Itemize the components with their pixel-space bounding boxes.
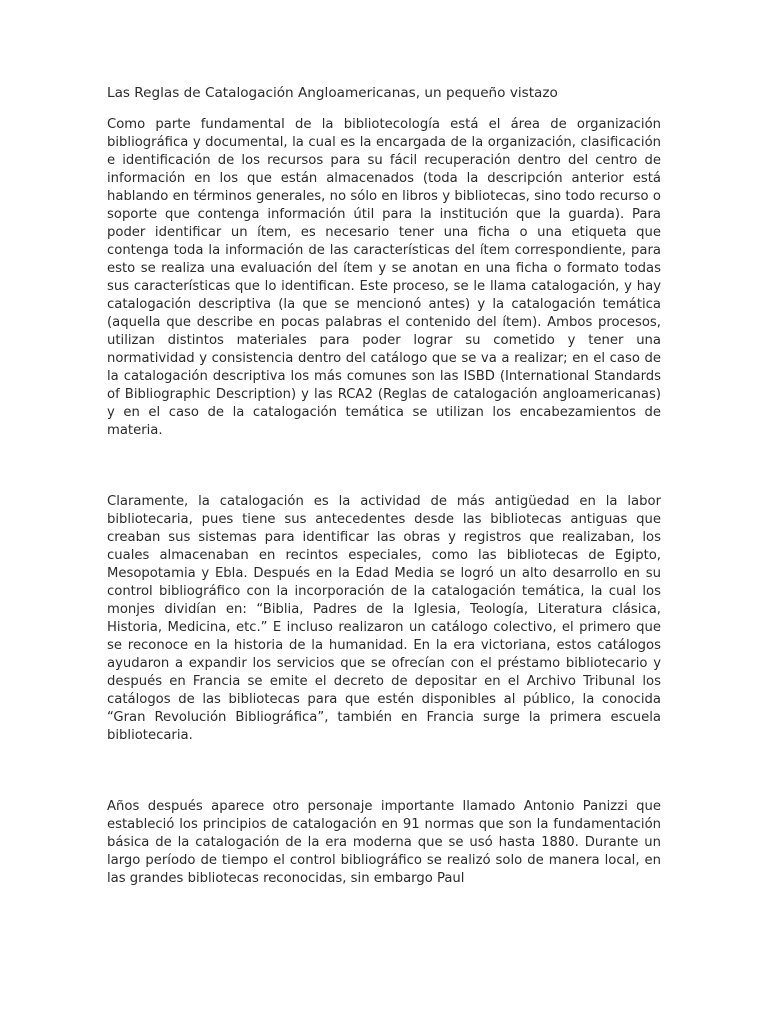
paragraph-2: Claramente, la catalogación es la actividad de más antigüedad en la labor bibliotecaria, pues tiene sus antecedentes desde las bibliotecas antiguas que creaban sus sistemas para identificar las obras y registros que realizaban, los cuales almacenaban en recintos especiales, como las bibliotecas de Egipto, Mesopotamia y Ebla. Después en la Edad Media se logró un alto desarrollo en su control bibliográfico con la incorporación de la catalogación temática, la cual los monjes dividían en: “Biblia, Padres de la Iglesia, Teología, Literatura clásica, Historia, Medicina, etc.” E incluso realizaron un catálogo colectivo, el primero que se reconoce en la historia de la humanidad. En la era victoriana, estos catálogos ayudaron a expandir los servicios que se ofrecían con el préstamo bibliotecario y después en Francia se emite el decreto de depositar en el Archivo Tribunal los catálogos de las bibliotecas para que estén disponibles al público, la conocida “Gran Revolución Bibliográfica”, también en Francia surge la primera escuela bibliotecaria. bbox=[107, 494, 661, 743]
document-page bbox=[107, 84, 661, 888]
paragraph-3: Años después aparece otro personaje importante llamado Antonio Panizzi que estableció los principios de catalogación en 91 normas que son la fundamentación básica de la catalogación de la era moderna que se usó hasta 1880. Durante un largo período de tiempo el control bibliográfico se realizó solo de manera local, en las grandes bibliotecas reconocidas, sin embargo Paul bbox=[107, 799, 661, 886]
paragraph-1: Como parte fundamental de la bibliotecología está el área de organización bibliográfica y documental, la cual es la encargada de la organización, clasificación e identificación de los recursos para su fácil recuperación dentro del centro de información en los que están almacenados (toda la descripción anterior está hablando en términos generales, no sólo en libros y bibliotecas, sino todo recurso o soporte que contenga información útil para la institución que la guarda). Para poder identificar un ítem, es necesario tener una ficha o una etiqueta que contenga toda la información de las características del ítem correspondiente, para esto se realiza una evaluación del ítem y se anotan en una ficha o formato todas sus características que lo identifican. Este proceso, se le llama catalogación, y hay catalogación descriptiva (la que se mencionó antes) y la catalogación temática (aquella que describe en pocas palabras el contenido del ítem). Ambos procesos, utilizan distintos materiales para poder lograr su cometido y tener una normatividad y consistencia dentro del catálogo que se va a realizar; en el caso de la catalogación descriptiva los más comunes son las ISBD (International Standards of Bibliographic Description) y las RCA2 (Reglas de catalogación angloamericanas) y en el caso de la catalogación temática se utilizan los encabezamientos de materia. bbox=[107, 117, 661, 438]
document-title: Las Reglas de Catalogación Angloamericanas, un pequeño vistazo bbox=[107, 85, 558, 101]
